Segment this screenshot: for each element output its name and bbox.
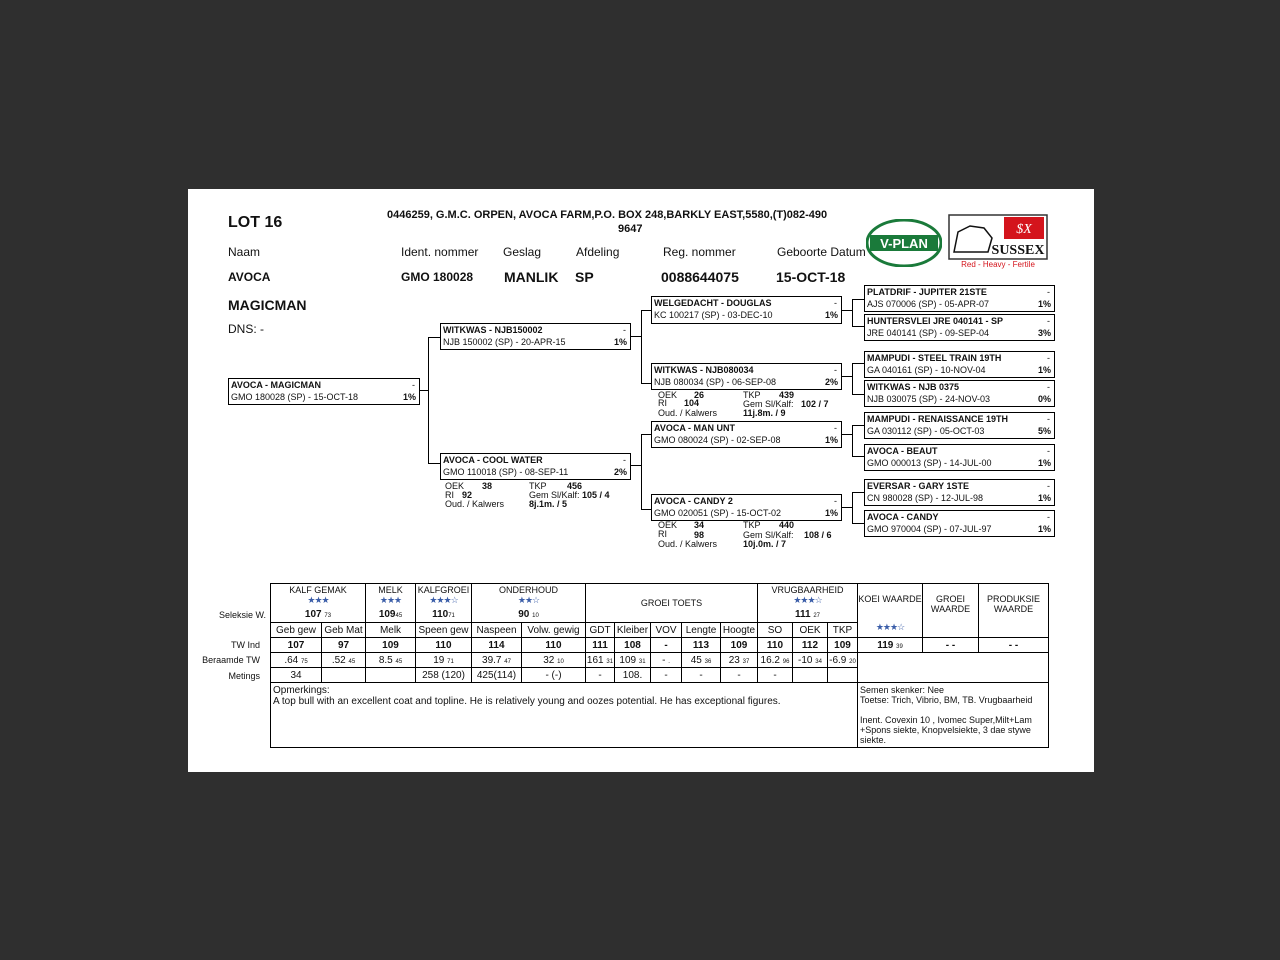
col-header: Melk — [366, 623, 416, 638]
metings-cell: 258 (120) — [416, 668, 472, 683]
col-header: Geb Mat — [322, 623, 366, 638]
col-header: Speen gew — [416, 623, 472, 638]
sex-value: MANLIK — [504, 269, 559, 285]
metings-cell: - — [651, 668, 682, 683]
pedigree-dam-dam[interactable]: AVOCA - CANDY 2 - GMO 020051 (SP) - 15-OCT-02 1% — [651, 494, 842, 521]
seleksie-onderhoud: 90 10 — [472, 608, 586, 623]
seleksie-kalfgroei: 11071 — [416, 608, 472, 623]
row-label-beraamde: Beraamde TW — [202, 655, 260, 665]
pedigree-dam-sire[interactable]: AVOCA - MAN UNT - GMO 080024 (SP) - 02-SEP-08 1% — [651, 421, 842, 448]
vaccinations: Inent. Covexin 10 , Ivomec Super,Milt+Lam +Spons siekte, Knopvelsiekte, 3 dae stywe siekte. — [860, 715, 1032, 745]
owner-address: 0446259, G.M.C. ORPEN, AVOCA FARM,P.O. BOX 248,BARKLY EAST,5580,(T)082-490 — [387, 209, 828, 221]
tw-cell: 107 — [271, 638, 322, 653]
beraamde-cell: 109 31 — [615, 653, 651, 668]
stars-icon: ★★★☆ — [429, 595, 458, 606]
tw-cell: 112 — [793, 638, 828, 653]
group-vrugbaarheid: VRUGBAARHEID ★★★☆ — [758, 584, 858, 608]
animal-name-1: AVOCA — [228, 270, 271, 284]
stars-icon: ★★★ — [379, 595, 402, 606]
vplan-logo-text: V-PLAN — [880, 236, 928, 251]
col-header: Hoogte — [721, 623, 758, 638]
tests: Toetse: Trich, Vibrio, BM, TB. Vrugbaarheid — [860, 695, 1033, 705]
ident-value: GMO 180028 — [401, 270, 474, 284]
tw-cell: 109 — [366, 638, 416, 653]
metings-cell: 34 — [271, 668, 322, 683]
label-afdeling: Afdeling — [576, 245, 620, 259]
tw-cell: 111 — [586, 638, 615, 653]
tw-cell: 109 — [828, 638, 858, 653]
stars-icon: ★★★ — [307, 595, 329, 606]
beraamde-cell: 8.5 45 — [366, 653, 416, 668]
pedigree-ggp-1[interactable]: PLATDRIF - JUPITER 21STE - AJS 070006 (SP) - 05-APR-07 1% — [864, 285, 1055, 312]
groei-waarde: GROEI WAARDE — [923, 584, 979, 638]
row-label-tw: TW Ind — [230, 640, 260, 650]
tw-cell: - — [651, 638, 682, 653]
col-header: Naspeen — [472, 623, 522, 638]
beraamde-cell: 39.7 47 — [472, 653, 522, 668]
beraamde-cell: -6.9 20 — [829, 654, 856, 666]
beraamde-cell: 32 10 — [522, 653, 586, 668]
col-header: VOV — [651, 623, 682, 638]
metings-cell: - — [586, 668, 615, 683]
col-header: SO — [758, 623, 793, 638]
pedigree-dam[interactable]: AVOCA - COOL WATER - GMO 110018 (SP) - 08-SEP-11 2% — [440, 453, 631, 480]
sussex-logo — [948, 214, 1048, 269]
tw-cell: 113 — [682, 638, 721, 653]
tw-produksie: - - — [979, 638, 1049, 653]
beraamde-cell: .52 45 — [322, 653, 366, 668]
metings-cell: 425(114) — [472, 668, 522, 683]
beraamde-cell: 16.2 96 — [758, 653, 793, 668]
lot-document: LOT 16 0446259, G.M.C. ORPEN, AVOCA FARM,P.O. BOX 248,BARKLY EAST,5580,(T)082-490 9647 Naam Ident. nommer Geslag Afdeling Reg. nommer Geboorte Datum AVOCA GMO 180028 MANLIK SP 0088644075 15-OCT-18 MAGICMAN DNS: - V-PLAN $X SUSSEX Red - Heavy - Fertile AVOCA - MAGICMAN - GMO 180028 (SP) - 15-OCT-18 1% WITKWAS - NJB150002 - NJB 150002 (SP) - 20-APR-15 1% AVOCA - COOL WATER - GMO 110018 (SP) - 08-SEP-11 2% OEK 38 TKP 456 RI 92 Gem Sl/Kalf: 105 / 4 Oud. / Kalwers 8j.1m. / 5 WELGEDACHT - DOUGLAS - KC 100217 (SP) - 03-DEC-10 1% WITKWAS - NJB080034 - NJB 080034 (SP) - 06-SEP-08 2% OEK 26 TKP 439 RI 104 Gem Sl/Kalf: 102 / 7 Oud. / Kalwers 11j.8m. / 9 AVOCA - MAN UNT - GMO 080024 (SP) - 02-SEP-08 1% AVOCA - CANDY 2 - GMO 020051 (SP) - 15-OCT-02 1% OEK 34 TKP 440 RI 98 Gem Sl/Kalf: 108 / 6 Oud. / Kalwers 10j.0m. / 7 PLATDRIF - JUPITER 21STE - AJS 070006 (SP) - 05-APR-07 1% HUNTERSVLEI JRE 040141 - SP - JRE 040141 (SP) - 09-SEP-04 3% MAMPUDI - STEEL TRAIN 19TH - GA 040161 (SP) - 10-NOV-04 1% WITKWAS - NJB 0375 - NJB 030075 (SP) - 24-NOV-03 0% MAMPUDI - RENAISSANCE 19TH - GA 030112 (SP) - 05-OCT-03 5% AVOCA - BEAUT - GMO 000013 (SP) - 14-JUL-00 1% EVERSAR - GARY 1STE - CN 980028 (SP) - 12-JUL-98 1% AVOCA - CANDY - GMO 970004 (SP) - 07-JUL-97 1% Seleksie W. TW Ind Beraamde TW Metings KALF GEMAK ★★★ MELK ★★★ KALFGROEI ★★★☆ ONDERHOUD ★★☆ GROEI TOETS VRUGBAARHEID ★★★☆ KOEI WAARDE ★★★☆ GROEI WAARDE PRODUKSIE WAARDE 107 73 10945 11071 90 10 111 27 Geb gew Geb Mat Melk Speen gew Naspeen Volw. gewig GDT Kleiber VOV Lengte Hoogte SO OEK TKP 107 97 109 110 114 110 111 108 - 113 109 110 112 109 119 39 - - - - .64 75 .52 45 8.5 45 19 71 39.7 47 32 10 161 31 109 31 - . 45 36 23 37 16.2 96 -10 34 -6.9 20 34 258 (120) 425(114) - (-) - 108. - - - - Opmerkings: A top bull with an excellent coat and topline. He is relatively young and oozes potential. He has exceptional figures. Semen skenker: Nee Toetse: Trich, Vibrio, BM, TB. Vrugbaarheid Inent. Covexin 10 , Ivomec Super,Milt+Lam +Spons siekte, Knopvelsiekte, 3 dae stywe siekte. — [188, 189, 1094, 772]
evaluation-table — [270, 583, 1049, 748]
section-value: SP — [575, 269, 594, 285]
vplan-logo — [866, 219, 942, 267]
koei-waarde: KOEI WAARDE ★★★☆ — [858, 584, 923, 638]
col-header: Geb gew — [271, 623, 322, 638]
group-kalfgemak: KALF GEMAK ★★★ — [271, 584, 366, 608]
pedigree-ggp-8[interactable]: AVOCA - CANDY - GMO 970004 (SP) - 07-JUL-97 1% — [864, 510, 1055, 537]
pedigree-ggp-6[interactable]: AVOCA - BEAUT - GMO 000013 (SP) - 14-JUL-00 1% — [864, 444, 1055, 471]
semen-donor: Semen skenker: Nee — [860, 685, 945, 695]
stars-icon: ★★★☆ — [793, 595, 822, 606]
opmerkings-label: Opmerkings: — [273, 685, 330, 696]
group-groeitoets: GROEI TOETS — [586, 584, 758, 623]
stars-icon: ★★★☆ — [875, 622, 905, 632]
group-kalfgroei: KALFGROEI ★★★☆ — [416, 584, 472, 608]
opmerkings-box — [271, 683, 858, 748]
tw-koei: 119 39 — [858, 638, 923, 653]
label-naam: Naam — [228, 245, 261, 259]
reg-value: 0088644075 — [661, 269, 739, 285]
sussex-tagline: Red - Heavy - Fertile — [961, 260, 1035, 269]
label-reg: Reg. nommer — [663, 245, 736, 259]
pedigree-name: AVOCA - MAGICMAN — [231, 380, 321, 390]
pedigree-sire-sire[interactable]: WELGEDACHT - DOUGLAS - KC 100217 (SP) - 03-DEC-10 1% — [651, 296, 842, 324]
col-header: Kleiber — [615, 623, 651, 638]
beraamde-cell: 19 71 — [416, 653, 472, 668]
metings-cell — [322, 668, 366, 683]
tw-cell: 110 — [416, 638, 472, 653]
group-onderhoud: ONDERHOUD ★★☆ — [472, 584, 586, 608]
pedigree-ggp-7[interactable]: EVERSAR - GARY 1STE - CN 980028 (SP) - 12-JUL-98 1% — [864, 479, 1055, 506]
metings-cell: - — [758, 668, 793, 683]
col-header: TKP — [828, 623, 858, 638]
pedigree-pct: 1% — [402, 392, 416, 402]
tw-groei: - - — [923, 638, 979, 653]
beraamde-cell: - . — [651, 653, 682, 668]
beraamde-cell: .64 75 — [271, 653, 322, 668]
beraamde-cell: 161 31 — [586, 654, 614, 666]
row-label-metings: Metings — [228, 671, 260, 681]
tw-cell: 114 — [472, 638, 522, 653]
animal-name-2: MAGICMAN — [228, 297, 307, 313]
tw-cell: 110 — [522, 638, 586, 653]
col-header: Volw. gewig — [522, 623, 586, 638]
col-header: Lengte — [682, 623, 721, 638]
col-header: OEK — [793, 623, 828, 638]
opmerkings-text: A top bull with an excellent coat and topline. He is relatively young and oozes potential. He has exceptional figures. — [273, 696, 781, 707]
metings-cell — [366, 668, 416, 683]
dns-status: DNS: - — [228, 322, 264, 336]
group-melk: MELK ★★★ — [366, 584, 416, 608]
beraamde-cell: -10 34 — [793, 653, 828, 668]
tw-cell: 97 — [322, 638, 366, 653]
col-header: GDT — [586, 623, 615, 638]
beraamde-cell: 45 36 — [682, 653, 721, 668]
pedigree-ggp-3[interactable]: MAMPUDI - STEEL TRAIN 19TH - GA 040161 (SP) - 10-NOV-04 1% — [864, 351, 1055, 378]
metings-cell: - (-) — [522, 668, 586, 683]
stars-icon: ★★☆ — [517, 595, 540, 606]
beraamde-extra — [858, 653, 1049, 683]
metings-cell — [828, 668, 858, 683]
label-geslag: Geslag — [503, 245, 542, 259]
tw-cell: 109 — [721, 638, 758, 653]
notes-box — [858, 683, 1049, 748]
seleksie-melk: 10945 — [366, 608, 416, 623]
row-label-seleksie: Seleksie W. — [218, 610, 266, 620]
seleksie-kalfgemak: 107 73 — [271, 608, 366, 623]
sx-mark: $X — [1016, 222, 1032, 237]
metings-cell: 108. — [615, 668, 651, 683]
sussex-text: SUSSEX — [991, 243, 1045, 258]
beraamde-cell: 23 37 — [721, 653, 758, 668]
produksie-waarde: PRODUKSIE WAARDE — [979, 584, 1049, 638]
pedigree-sire-dam[interactable]: WITKWAS - NJB080034 - NJB 080034 (SP) - 06-SEP-08 2% — [651, 363, 842, 390]
label-geboorte: Geboorte Datum — [777, 245, 866, 259]
pedigree-sire[interactable]: WITKWAS - NJB150002 - NJB 150002 (SP) - 20-APR-15 1% — [440, 323, 631, 350]
tw-cell: 108 — [615, 638, 651, 653]
tw-cell: 110 — [758, 638, 793, 653]
metings-cell: - — [721, 668, 758, 683]
owner-address-cont: 9647 — [618, 223, 643, 235]
pedigree-reg: GMO 180028 (SP) - 15-OCT-18 — [231, 392, 359, 402]
pedigree-self[interactable]: AVOCA - MAGICMAN - GMO 180028 (SP) - 15-OCT-18 1% — [228, 378, 420, 405]
seleksie-vrugbaarheid: 111 27 — [758, 608, 858, 623]
metings-cell: - — [682, 668, 721, 683]
birth-date-value: 15-OCT-18 — [776, 269, 846, 285]
pedigree-ggp-4[interactable]: WITKWAS - NJB 0375 - NJB 030075 (SP) - 24-NOV-03 0% — [864, 380, 1055, 407]
pedigree-ggp-2[interactable]: HUNTERSVLEI JRE 040141 - SP - JRE 040141 (SP) - 09-SEP-04 3% — [864, 314, 1055, 341]
metings-cell — [793, 668, 828, 683]
pedigree-ggp-5[interactable]: MAMPUDI - RENAISSANCE 19TH - GA 030112 (SP) - 05-OCT-03 5% — [864, 412, 1055, 439]
label-ident: Ident. nommer — [401, 245, 479, 259]
lot-number: LOT 16 — [228, 214, 283, 231]
